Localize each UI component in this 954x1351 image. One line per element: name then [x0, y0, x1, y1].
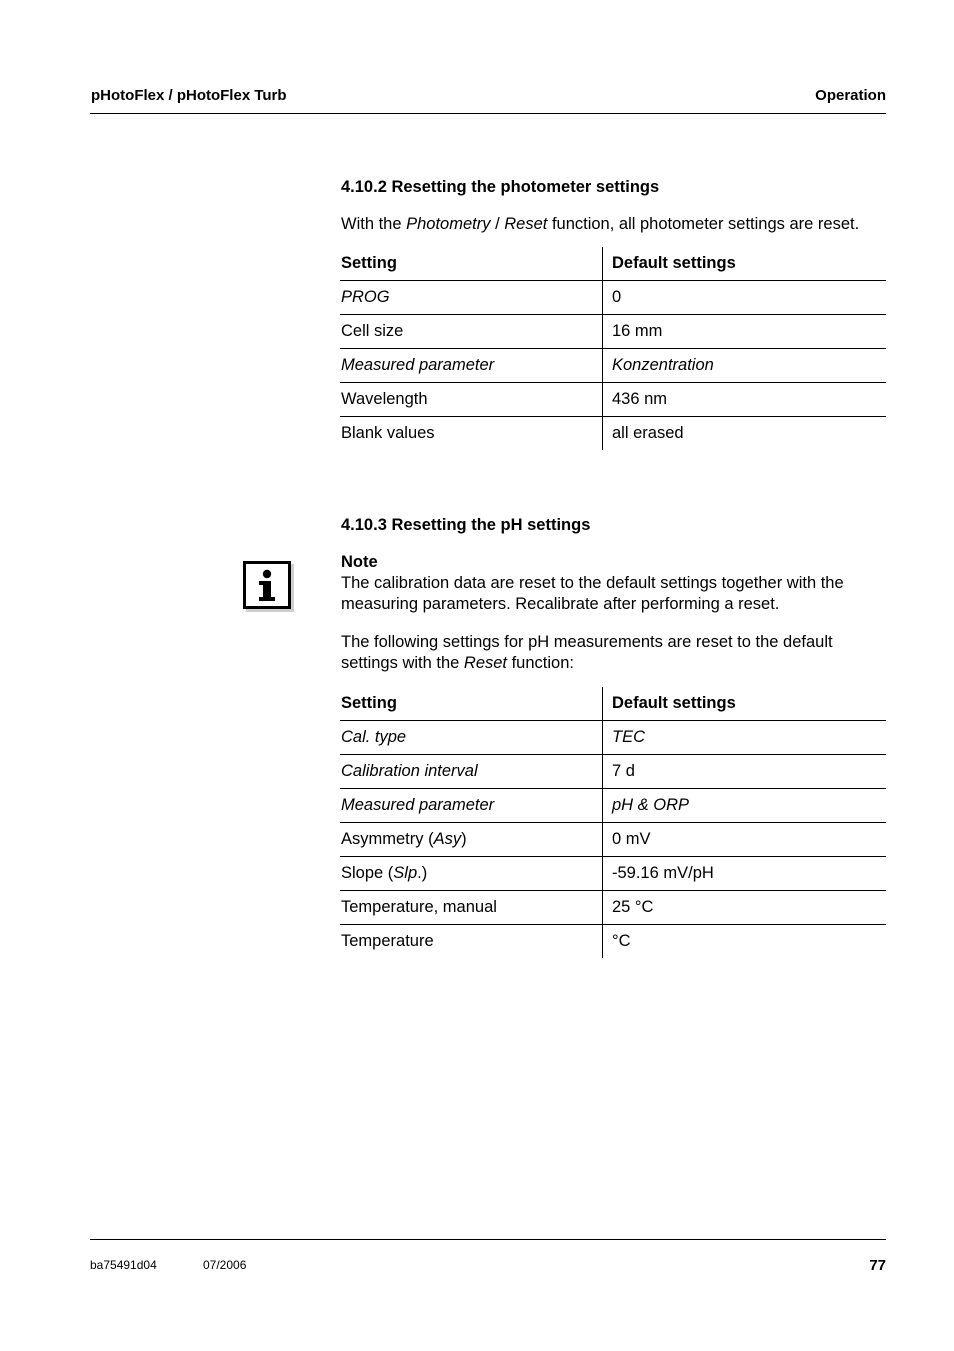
table-row — [340, 315, 886, 349]
note-text: The calibration data are reset to the default settings together with the measuring parameters. Recalibrate after performing a reset. — [341, 574, 844, 613]
table-row — [340, 857, 886, 891]
column-header-default: Default settings — [603, 247, 887, 281]
setting-cell: Calibration interval — [340, 755, 603, 789]
photometer-intro — [341, 214, 889, 235]
intro-text: With the — [341, 215, 407, 233]
intro-separator: / — [490, 215, 505, 233]
table-row — [340, 721, 886, 755]
setting-cell: Measured parameter — [340, 789, 603, 823]
intro-text-end: function, all photometer settings are reset. — [547, 215, 860, 233]
intro-emphasis-reset: Reset — [463, 654, 508, 672]
default-value-cell: 25 °C — [603, 891, 887, 925]
default-value-cell: pH & ORP — [603, 789, 887, 823]
setting-text: Asymmetry ( — [341, 830, 434, 848]
setting-text-end: .) — [417, 864, 428, 882]
default-value-cell: all erased — [612, 424, 684, 442]
running-header-chapter: Operation — [815, 87, 886, 104]
section-heading-ph: 4.10.3 Resetting the pH settings — [341, 516, 591, 534]
default-value-cell: 0 mV — [603, 823, 887, 857]
ph-intro — [341, 632, 889, 674]
intro-emphasis-reset: Reset — [504, 215, 548, 233]
setting-cell: Measured parameter — [340, 349, 603, 383]
setting-cell: Temperature, manual — [340, 891, 603, 925]
ph-settings-table — [340, 687, 886, 958]
setting-cell: Temperature — [340, 925, 603, 959]
intro-emphasis-photometry: Photometry — [406, 215, 491, 233]
setting-cell — [340, 823, 603, 857]
footer-rule — [90, 1239, 886, 1240]
table-row — [340, 349, 886, 383]
default-value-cell: 436 nm — [603, 383, 887, 417]
default-value-cell: 0 — [603, 281, 887, 315]
setting-cell — [340, 857, 603, 891]
table-header-row — [340, 247, 886, 281]
intro-text-end: function: — [507, 654, 574, 672]
setting-abbreviation: Asy — [433, 830, 462, 848]
table-row — [340, 383, 886, 417]
header-rule — [90, 113, 886, 114]
default-value-cell: °C — [612, 932, 631, 950]
default-value-cell: 16 mm — [603, 315, 887, 349]
default-value-cell: -59.16 mV/pH — [603, 857, 887, 891]
setting-abbreviation: Slp — [393, 864, 418, 882]
setting-text-end: ) — [461, 830, 467, 848]
running-header-title: pHotoFlex / pHotoFlex Turb — [91, 87, 287, 104]
setting-cell: Cal. type — [340, 721, 603, 755]
note-title: Note — [341, 553, 378, 571]
table-row — [340, 789, 886, 823]
setting-cell: Cell size — [340, 315, 603, 349]
table-row — [340, 925, 886, 959]
setting-cell: Wavelength — [340, 383, 603, 417]
default-value-cell: Konzentration — [603, 349, 887, 383]
table-row — [340, 891, 886, 925]
column-header-setting: Setting — [340, 247, 603, 281]
intro-text: The following settings for pH measurements are reset to the default settings with the — [341, 633, 833, 672]
table-row — [340, 281, 886, 315]
info-icon — [243, 561, 291, 609]
footer-date: 07/2006 — [203, 1258, 247, 1272]
column-header-default: Default settings — [603, 687, 887, 721]
photometer-settings-table — [340, 247, 886, 450]
setting-cell: PROG — [340, 281, 603, 315]
setting-cell: Blank values — [340, 417, 603, 451]
table-row — [340, 755, 886, 789]
default-value-cell: TEC — [603, 721, 887, 755]
table-row — [340, 417, 886, 451]
table-row — [340, 823, 886, 857]
footer-doc-id: ba75491d04 — [90, 1258, 157, 1272]
setting-text: Slope ( — [341, 864, 394, 882]
column-header-setting: Setting — [340, 687, 603, 721]
table-header-row — [340, 687, 886, 721]
page-number: 77 — [869, 1257, 886, 1274]
section-heading-photometer: 4.10.2 Resetting the photometer settings — [341, 178, 660, 196]
default-value-cell: 7 d — [603, 755, 887, 789]
